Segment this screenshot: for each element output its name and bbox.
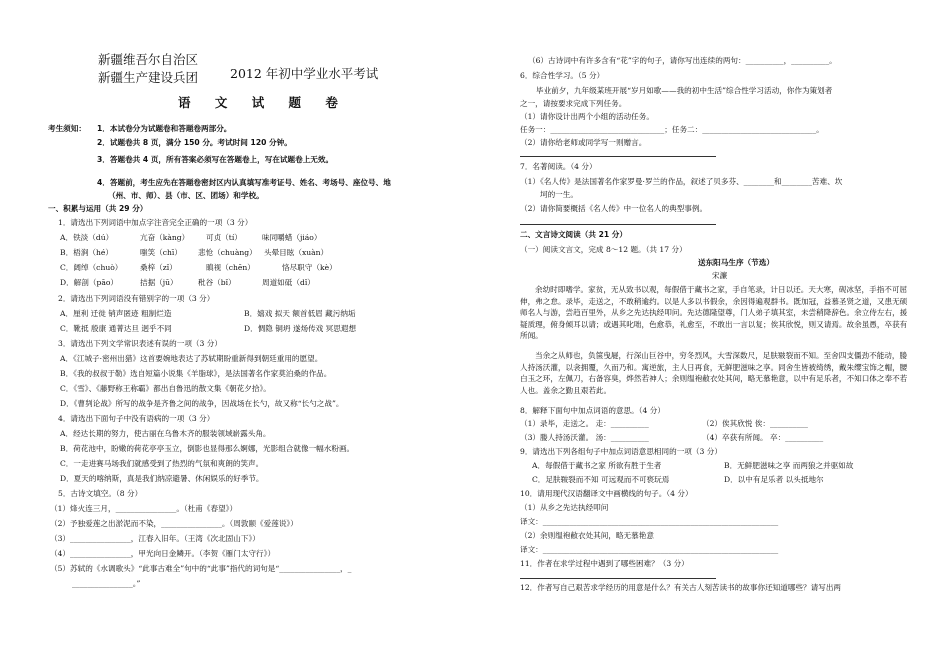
option: 悲怆（chuàng） — [198, 248, 257, 257]
notice-item: 3．答题卷共 4 页，所有答案必须写在答题卷上，写在试题卷上无效。 — [97, 155, 334, 164]
option: B．无鲜肥滋味之享 而两狼之并驱如故 — [724, 461, 854, 470]
notice-label: 考生须知： — [48, 124, 86, 133]
option: B．梧涧（hé） — [60, 248, 113, 257]
passage-paragraph: 余幼时即嗜学。家贫，无从致书以观，每假借于藏书之家，手自笔录，计日以还。天大寒，砚冰坚，手指不可屈伸，弗之怠。录毕，走送之，不敢稍逾约。以是人多以书假余，余因得遍观群书。既加冠，益慕圣贤之道，又患无硕师名人与游，尝趋百里外，从乡之先达执经叩问。先达德隆望尊，门人弟子填其室，未尝稍降辞色。余立侍左右，援疑质理，俯身倾耳以请；或遇其叱咄，色愈恭，礼愈至，不敢出一言以复；俟其欣悦，则又请焉。故余虽愚，卒获有所闻。 — [520, 285, 908, 341]
notice-item: 2．试题卷共 8 页，满分 150 分。考试时间 120 分钟。 — [97, 138, 292, 147]
question-stem: 12．作者写自己艰苦求学经历的用意是什么？有关古人刻苦读书的故事你还知道哪些？请写出两 — [520, 583, 842, 592]
passage-author: 宋濂 — [712, 271, 728, 280]
question-stem: 10．请用现代汉语翻译文中画横线的句子。（4 分） — [520, 489, 693, 498]
fill-in-line: （6）古诗词中有许多含有“花”字的句子，请你写出连续的两句：__________，__________。 — [528, 56, 837, 65]
fill-in-line: （4）________________，甲光向日金鳞开。（李贺《雁门太守行》） — [50, 549, 276, 558]
option: 嗤笑（chī） — [140, 248, 182, 257]
question-stem: 2．请选出下列词语没有错别字的一项（3 分） — [58, 294, 215, 303]
prompt-text: 毕业前夕，九年级某班开展“岁月如歌——我的初中生活”综合性学习活动，你作为策划者 — [536, 86, 833, 95]
sub-question: （1）《名人传》是法国著名作家罗曼·罗兰的作品，叙述了贝多芬、________和________苦难、坎 — [520, 177, 843, 186]
notice-item: 1．本试卷分为试题卷和答题卷两部分。 — [97, 124, 232, 133]
translation-line: 译文：______________________________________________________________ — [520, 517, 779, 526]
option: A．厘利 迁徙 销声匿迹 粗制烂造 — [60, 309, 172, 318]
answer-line — [520, 156, 716, 157]
passage-paragraph: 当余之从师也，负箧曳屣，行深山巨谷中，穷冬烈风，大雪深数尺，足肤皲裂而不知。至舍四支僵劲不能动，媵人持汤沃灌，以衾拥覆，久而乃和。寓逆旅，主人日再食，无鲜肥滋味之享。同舍生皆被绮绣，戴朱缨宝饰之帽，腰白玉之环，左佩刀，右备容臭，烨然若神人；余则缊袍敝衣处其间，略无慕艳意，以中有足乐者，不知口体之奉不若人也。盖余之勤且艰若此。 — [520, 351, 908, 395]
option: 瞋视（chēn） — [206, 263, 255, 272]
option: D．惆隐 铜坍 遂炀传戏 冥思遐想 — [244, 324, 357, 333]
question-stem: 9．请选出下列各组句子中加点词语意思相同的一项（3 分） — [520, 447, 722, 456]
fill-in-line: ________________。” — [72, 579, 141, 588]
option: 恪尽职守（kè） — [282, 263, 337, 272]
option: 味同嚼蜡（jiáo） — [262, 233, 322, 242]
option: A．《江城子·密州出猎》这首要婉地表达了苏轼期盼重新得到朝廷重用的愿望。 — [60, 354, 323, 363]
option: 亢奋（kàng） — [140, 233, 190, 242]
question-stem: 6．综合性学习。（5 分） — [520, 71, 605, 80]
option: 头晕目眩（xuàn） — [264, 248, 329, 257]
region-name-2: 新疆生产建设兵团 — [98, 70, 199, 85]
option: B．荷花池中，盼嫩的荷花亭亭玉立，倒影也显得那么婀娜，光影组合就像一幅水粉画。 — [60, 444, 355, 453]
option: 周道如砥（dǐ） — [262, 278, 315, 287]
option: B．《我的叔叔于勒》选自短篇小说集《羊脂球》，是法国著名作家莫泊桑的作品。 — [60, 369, 332, 378]
fill-in-line: （2）予独爱莲之出淤泥而不染，________________。（周敦颐《爱莲说》） — [50, 519, 298, 528]
sub-question: （2）请你给老师或同学写一则赠言。 — [520, 138, 647, 147]
answer-line — [520, 578, 716, 579]
option: C．阔绰（chuò） — [60, 263, 123, 272]
sub-question: （1）从乡之先达执经叩问 — [520, 503, 609, 512]
fill-in-line: （5）苏轼的《水调歌头》“此事古难全”句中的“此事”指代的词句是“________________，_ — [50, 564, 352, 573]
translation-line: 译文：______________________________________________________________ — [520, 545, 779, 554]
passage-title: 送东阳马生序（节选） — [698, 258, 774, 267]
option: A．铁淡（dú） — [60, 233, 114, 242]
sub-question: （2）请你简要概括《名人传》中一位名人的典型事例。 — [520, 204, 708, 213]
question-stem: 8．解释下面句中加点词语的意思。（4 分） — [520, 406, 665, 415]
option: A．经达长期的努力，使古丽在乌鲁木齐的服装领域崭露头角。 — [60, 429, 271, 438]
option: 可贞（tí） — [206, 233, 242, 242]
sub-question: （1）录毕，走送之。 走：__________ — [520, 419, 649, 428]
region-name-1: 新疆维吾尔自治区 — [98, 52, 199, 67]
option: D．《曹刿论战》所写的战争是齐鲁之间的战争，因战场在长勺，故又称“长勺之战”。 — [60, 399, 344, 408]
option: 拮据（jū） — [140, 278, 178, 287]
question-stem: 4．请选出下面句子中没有语病的一项（3 分） — [58, 414, 215, 423]
option: 秕谷（bǐ） — [198, 278, 236, 287]
fill-in-line: （1）烽火连三月，________________。（杜甫《春望》） — [50, 504, 238, 513]
question-stem: 1．请选出下列词语中加点字注音完全正确的一项（3 分） — [58, 218, 253, 227]
option: D．解剖（pāo） — [60, 278, 119, 287]
question-stem: 7．名著阅读。（4 分） — [520, 162, 597, 171]
option: C．一走进赛马场我们就感受到了热烈的气氛和爽朗的笑声。 — [60, 459, 264, 468]
option: C．靴抵 殷康 通菁达旦 迥乎不同 — [60, 324, 172, 333]
sub-question: （1）请你设计出两个小组的活动任务。 — [520, 112, 654, 121]
fill-in-line: （3）________________，江春入旧年。（王湾《次北固山下》） — [50, 534, 260, 543]
notice-item: 4．答题前，考生应先在答题卷密封区内认真填写准考证号、姓名、考场号、座位号、地 — [97, 178, 391, 187]
sub-question: （4）卒获有所闻。 卒：__________ — [702, 433, 824, 442]
section-heading: 一、积累与运用（共 29 分） — [48, 204, 148, 213]
fill-in-line: 任务一：______________________________；任务二：______________________________。 — [520, 125, 824, 134]
sub-question: （3）媵人持汤沃灌。 汤：__________ — [520, 433, 649, 442]
option: B．嬉戏 拟天 额首低眉 藏污纳垢 — [244, 309, 356, 318]
question-stem: 11．作者在求学过程中遇到了哪些困难？（3 分） — [520, 559, 689, 568]
exam-title: 2012 年初中学业水平考试 — [230, 66, 379, 81]
option: D．夏天的喀纳斯，真是我们纳凉避暑、休闲娱乐的好季节。 — [60, 474, 264, 483]
sub-question: 坷的一生。 — [540, 190, 578, 199]
section-heading: 二、文言诗文阅读（共 21 分） — [520, 230, 627, 239]
option: C．《雪》、《藤野称王称霸》都出自鲁迅的散文集《朝花夕拾》。 — [60, 384, 271, 393]
option: A．每假借于藏书之家 所欲有胜于生者 — [532, 461, 662, 470]
paper-title: 语 文 试 题 卷 — [178, 95, 348, 110]
answer-line — [520, 224, 716, 225]
option: D．以中有足乐者 以头抵地尔 — [724, 475, 824, 484]
sub-question: （2）俟其欣悦 俟：__________ — [702, 419, 808, 428]
question-stem: 5．古诗文填空。（8 分） — [58, 489, 143, 498]
option: C．足肤皲裂而不知 可远观而不可亵玩焉 — [532, 475, 670, 484]
question-stem: 3．请选出下列文学常识表述有误的一项（3 分） — [58, 339, 222, 348]
notice-item: （州、市、师）、县（市、区、团场）和学校。 — [108, 191, 264, 200]
reading-intro: （一）阅读文言文，完成 8～12 题。（共 17 分） — [520, 245, 687, 254]
sub-question: （2）余则缊袍敝衣处其间，略无慕艳意 — [520, 531, 654, 540]
option: 桑梓（zǐ） — [140, 263, 177, 272]
prompt-text: 之一，请按要求完成下列任务。 — [520, 99, 627, 108]
